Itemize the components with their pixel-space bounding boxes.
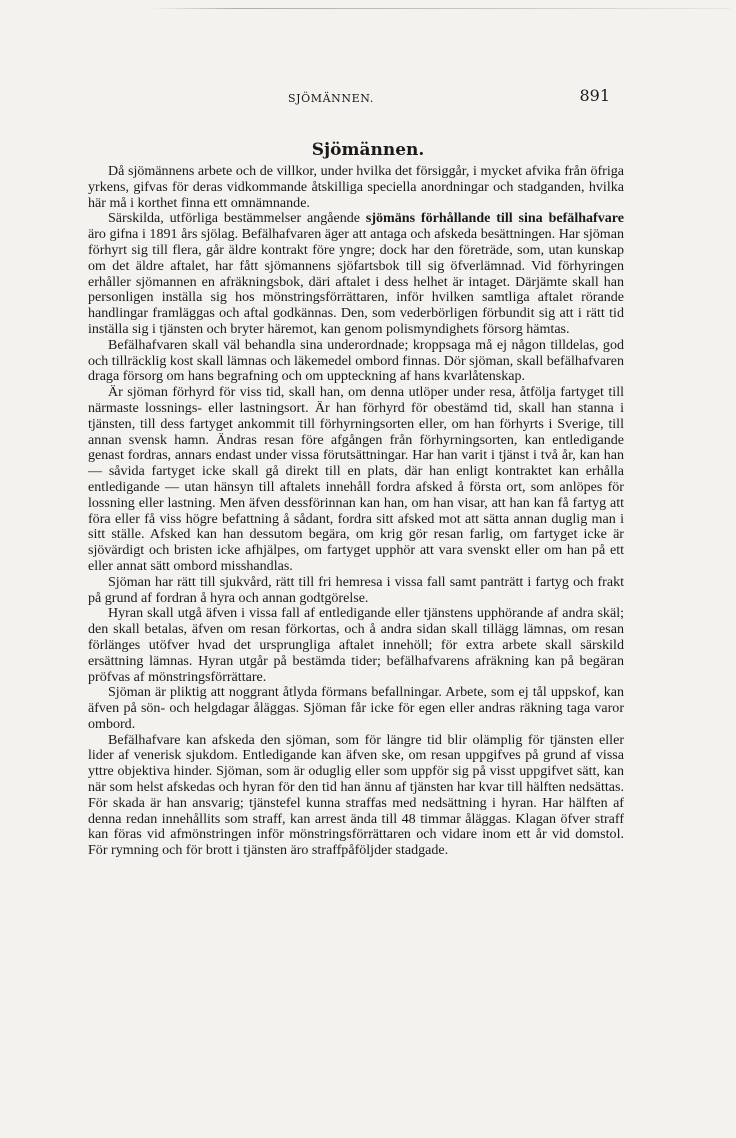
paragraph-6: Hyran skall utgå äfven i vissa fall af entledigande eller tjänstens upphörande af andra skäl; den skall betalas, äfven om resan förkortas, och å andra sidan skall tillägg lämnas, om resan förlänges utöfver hvad det ursprungliga aftalet innehöll; för extra arbete skall särskild ersättning lämnas. Hyran utgår på bestämda tider; befälhafvarens afräkning kan på begäran pröfvas af mönstringsförrättare.: [88, 605, 624, 685]
paragraph-2-bold-term: sjömäns förhållande till sina befälhafvare: [365, 210, 624, 227]
paragraph-7: Sjöman är pliktig att noggrant åtlyda förmans befallningar. Arbete, som ej tål uppskof, kan äfven på sön- och helgdagar åläggas. Sjöman får icke för egen eller andras räkning taga varor ombord.: [88, 684, 624, 732]
paragraph-4: Är sjöman förhyrd för viss tid, skall han, om denna utlöper under resa, åtfölja fartyget till närmaste lossnings- eller lastningsort. Är han förhyrd för obestämd tid, skall han stanna i tjänsten, till dess fartyget ankommit till förhyrningsorten eller, om han förhyrts i Sverige, till annan svensk hamn. Ändras resan före afgången från förhyrningsorten, kan entledigande genast fordras, annars endast under vissa förutsättningar. Har han varit i tjänst i två år, kan han — såvida fartyget icke skall gå direkt till en plats, där han enligt kontraktet kan erhålla entledigande — utan hänsyn till aftalets innehåll fordra afsked å första ort, som anlöpes för lossning eller lastning. Men äfven dessförinnan kan han, om han visar, att han kan få fartyg att föra eller få viss högre befattning å sådant, fordra sitt afsked mot att sätta annan duglig man i sitt ställe. Afsked kan han dessutom begära, om krig gör resan farlig, om fartyget icke är sjövärdigt och bristen icke afhjälpes, om fartyget upphör att vara svenskt eller om han på ett eller annat sätt ombord misshandlas.: [88, 384, 624, 574]
paragraph-8: Befälhafvare kan afskeda den sjöman, som för längre tid blir olämplig för tjänsten eller lider af venerisk sjukdom. Entledigande kan äfven ske, om resan uppgifves på grund af vissa yttre objektiva hinder. Sjöman, som är oduglig eller som uppför sig på visst uppgifvet sätt, kan när som helst afskedas och hyran för den tid han ännu af tjänsten har kvar till hälften nedsättas. För skada är han ansvarig; tjänstefel kunna straffas med nedsättning i hyran. Har hälften af denna redan innehållits som straff, kan arrest ända till 48 timmar åläggas. Klagan öfver straff kan föras vid afmönstringen inför mönstringsförrättaren och vidare inom ett år vid domstol. För rymning och för brott i tjänsten äro straffpåföljder stadgade.: [88, 731, 624, 859]
section-title: Sjömännen.: [311, 140, 425, 160]
scan-edge-line: [150, 8, 730, 9]
page-header: [88, 86, 616, 108]
running-head: SJÖMÄNNEN.: [288, 92, 374, 105]
paragraph-2: [88, 211, 624, 337]
paragraph-3: Befälhafvaren skall väl behandla sina underordnade; kroppsaga må ej någon tilldelas, god och tillräcklig kost skall lämnas och läkemedel ombord finnas. Dör sjöman, skall befälhafvaren draga försorg om hans begrafning och om uppteckning af hans kvarlåtenskap.: [88, 336, 624, 385]
paragraph-1: Då sjömännens arbete och de villkor, under hvilka det försiggår, i mycket afvika från öfriga yrkens, gifvas för deras vidkommande åtskilliga speciella anordningar och stadganden, hvilka här må i korthet finna ett omnämnande.: [88, 163, 624, 211]
paragraph-2-rest: äro gifna i 1891 års sjölag. Befälhafvaren äger att antaga och afskeda besättningen. Har sjöman förhyrt sig till flera, går äldre kontrakt före yngre; dock har den företräde, som, utan kunskap om det äldre aftalet, har fått sjömannens sjöfartsbok till sig öfverlämnad. Vid förhyringen erhåller sjömannen en afräkningsbok, däri aftalet i dess helhet är intaget. Därjämte skall han personligen inställa sig hos mönstringsförrättaren, inför hvilken samtliga aftalet rörande handlingar framläggas och aftal godkännas. Den, som vederbörligen förbundit sig att i rätt tid inställa sig i tjänsten och bryter häremot, kan genom polismyndighets försorg hämtas.: [88, 226, 624, 337]
paragraph-2-lead: Särskilda, utförliga bestämmelser angående: [108, 210, 366, 227]
body-text: [88, 164, 624, 859]
page-number: 891: [579, 86, 610, 105]
paragraph-5: Sjöman har rätt till sjukvård, rätt till fri hemresa i vissa fall samt panträtt i fartyg och frakt på grund af fordran å hyra och annan godtgörelse.: [88, 573, 624, 606]
